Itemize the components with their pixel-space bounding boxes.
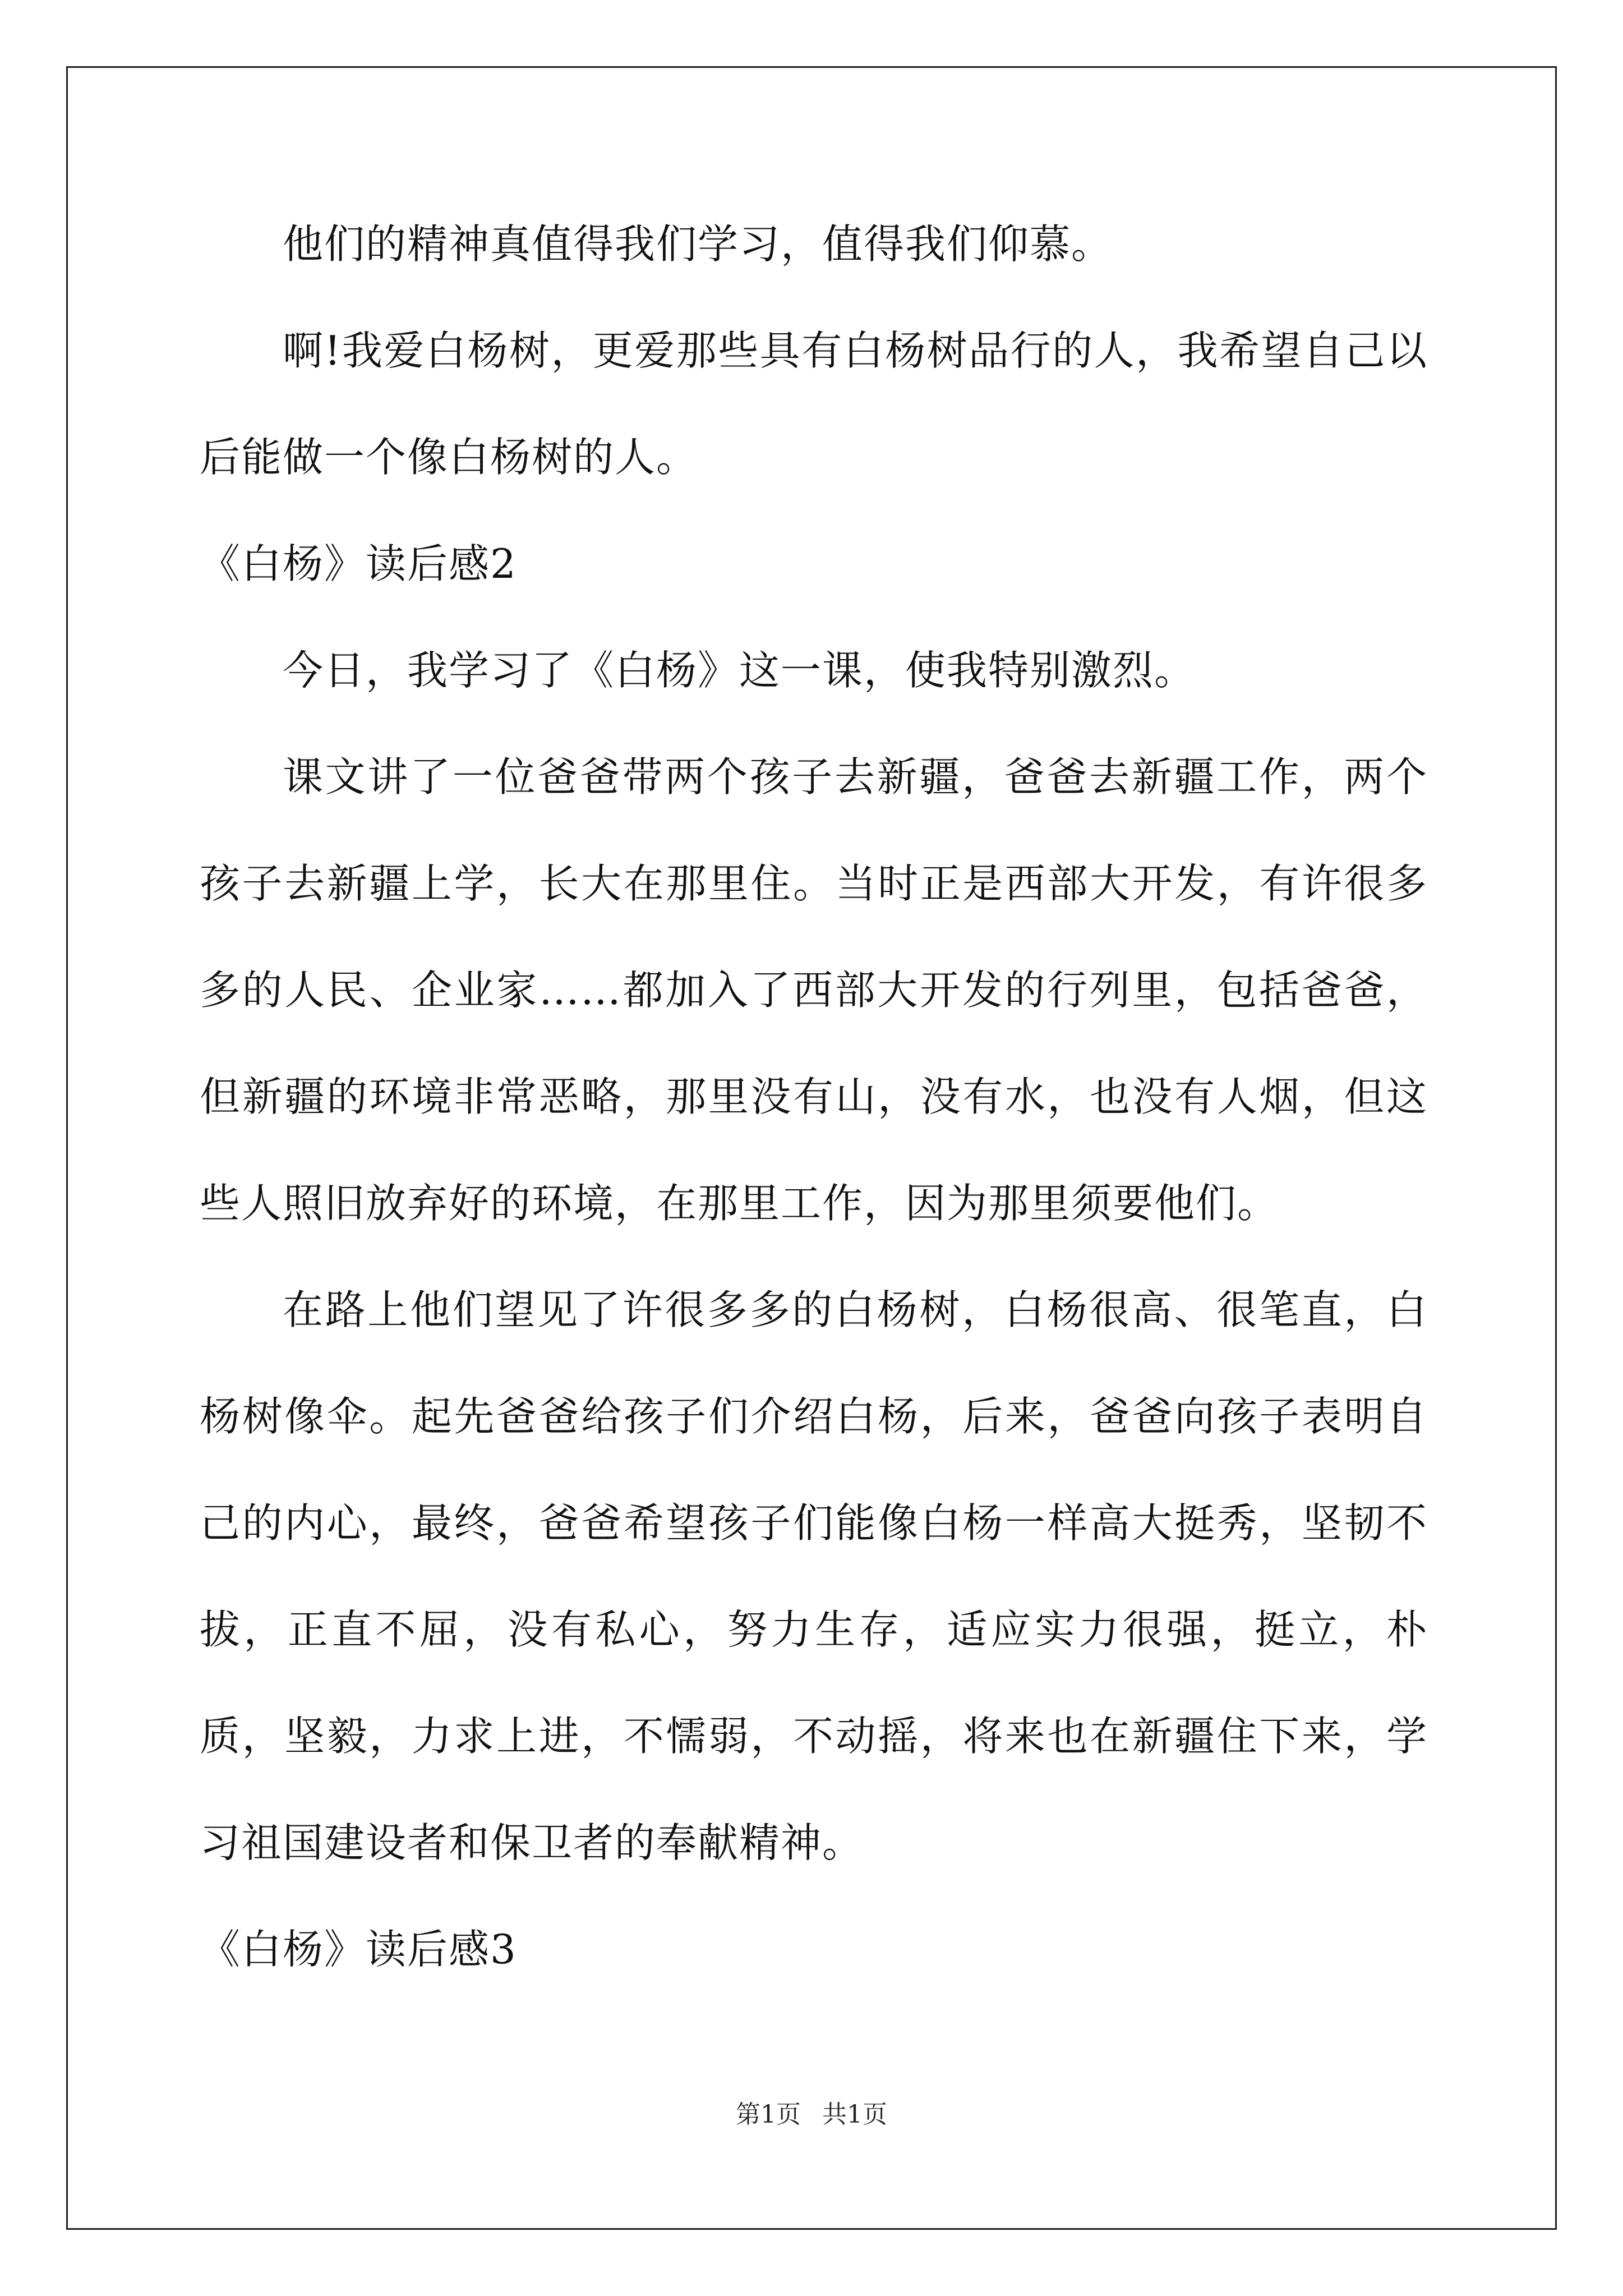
section-heading: 《白杨》读后感2	[200, 540, 517, 587]
page-number: 第1页	[736, 2100, 801, 2129]
page-footer	[0, 2098, 1623, 2132]
paragraph: 在路上他们望见了许很多多的白杨树，白杨很高、很笔直，白杨树像伞。起先爸爸给孩子们介绍白杨，后来，爸爸向孩子表明自己的内心，最终，爸爸希望孩子们能像白杨一样高大挺秀，坚韧不拔，正直不屈，没有私心，努力生存，适应实力很强，挺立，朴质，坚毅，力求上进，不懦弱，不动摇，将来也在新疆住下来，学习祖国建设者和保卫者的奉献精神。	[200, 1286, 1428, 1866]
paragraph: 啊!我爱白杨树，更爱那些具有白杨树品行的人，我希望自己以后能做一个像白杨树的人。	[200, 327, 1428, 481]
page-total: 共1页	[822, 2100, 887, 2129]
paragraph: 他们的精神真值得我们学习，值得我们仰慕。	[283, 220, 1113, 268]
paragraph: 今日，我学习了《白杨》这一课，使我特别激烈。	[283, 647, 1196, 694]
paragraph: 课文讲了一位爸爸带两个孩子去新疆，爸爸去新疆工作，两个孩子去新疆上学，长大在那里住。当时正是西部大开发，有许很多多的人民、企业家……都加入了西部大开发的行列里，包括爸爸，但新疆的环境非常恶略，那里没有山，没有水，也没有人烟，但这些人照旧放弃好的环境，在那里工作，因为那里须要他们。	[200, 753, 1428, 1227]
section-heading: 《白杨》读后感3	[200, 1926, 517, 1973]
document-body	[200, 191, 1428, 2003]
